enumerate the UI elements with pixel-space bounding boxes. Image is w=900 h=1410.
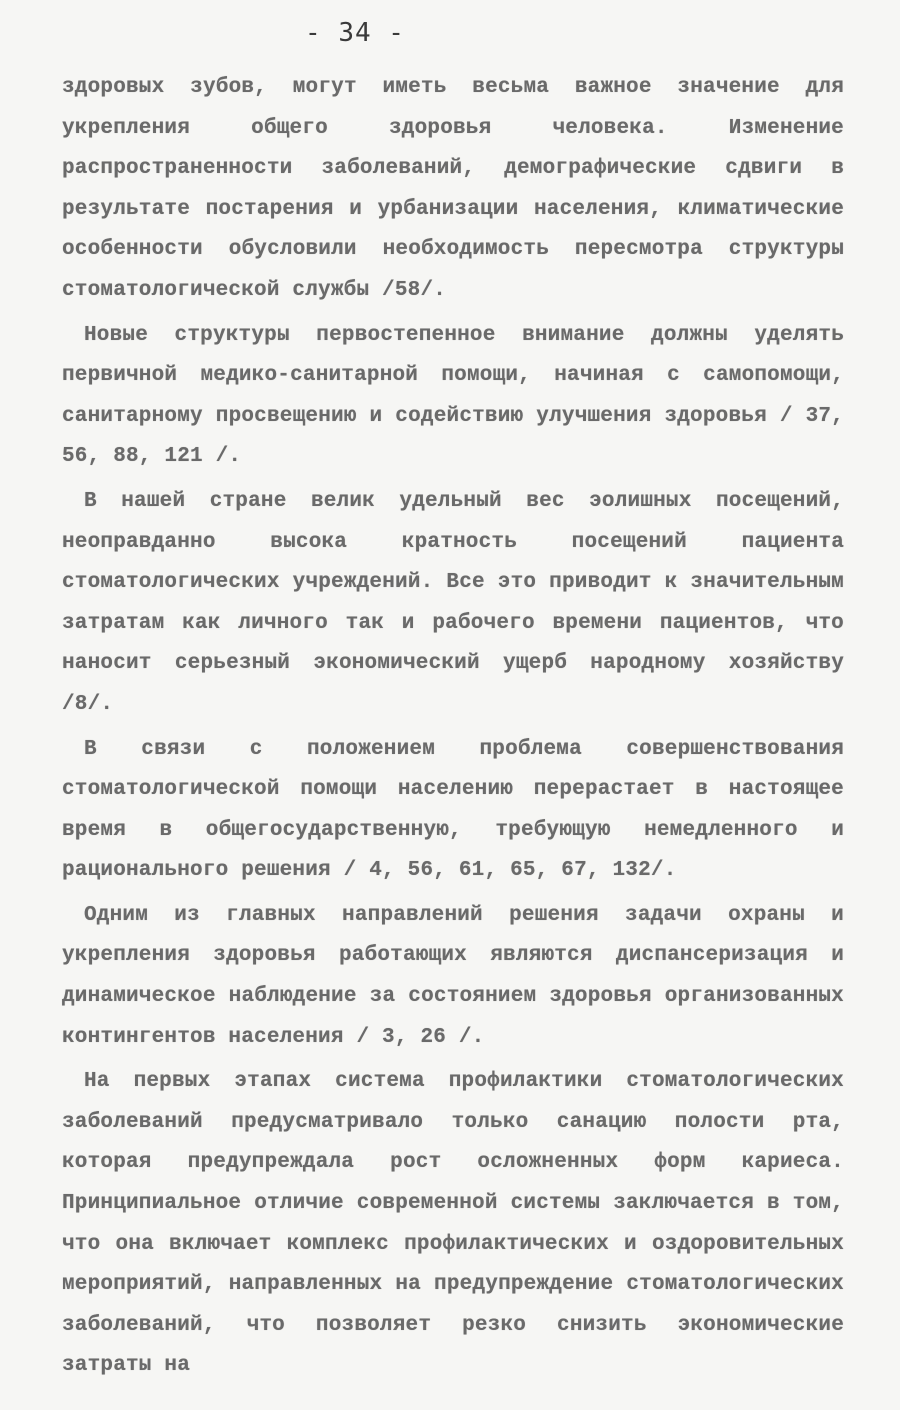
paragraph-1: здоровых зубов, могут иметь весьма важное значение для укрепления общего здоровья человека. Изменение распространенности заболеваний, демографические сдвиги в результате постарения и урбанизации населения, климатические особенности обусловили необходимость пересмотра структуры стоматологической службы /58/.	[62, 76, 844, 302]
paragraph-5: Одним из главных направлений решения задачи охраны и укрепления здоровья работающих являются диспансеризация и динамическое наблюдение за состоянием здоровья организованных контингентов населения / 3, 26 /.	[62, 903, 844, 1049]
paragraph-6: На первых этапах система профилактики стоматологических заболеваний предусматривало только санацию полости рта, которая предупреждала рост осложненных форм кариеса. Принципиальное отличие современной системы заключается в том, что она включает комплекс профилактических и оздоровительных мероприятий, направленных на предупреждение стоматологических заболеваний, что позволяет резко снизить экономические затраты на	[62, 1070, 844, 1378]
page-number: - 34 -	[305, 18, 405, 48]
paragraph-2: Новые структуры первостепенное внимание должны уделять первичной медико-санитарной помощи, начиная с самопомощи, санитарному просвещению и содействию улучшения здоровья / 37, 56, 88, 121 /.	[62, 323, 844, 469]
document-body	[62, 68, 844, 1387]
paragraph-3: В нашей стране велик удельный вес эолишных посещений, неоправданно высока кратность посещений пациента стоматологических учреждений. Все это приводит к значительным затратам как личного так и рабочего времени пациентов, что наносит серьезный экономический ущерб народному хозяйству /8/.	[62, 489, 844, 716]
paragraph-4: В связи с положением проблема совершенствования стоматологической помощи населению перерастает в настоящее время в общегосударственную, требующую немедленного и рационального решения / 4, 56, 61, 65, 67, 132/.	[62, 737, 844, 883]
